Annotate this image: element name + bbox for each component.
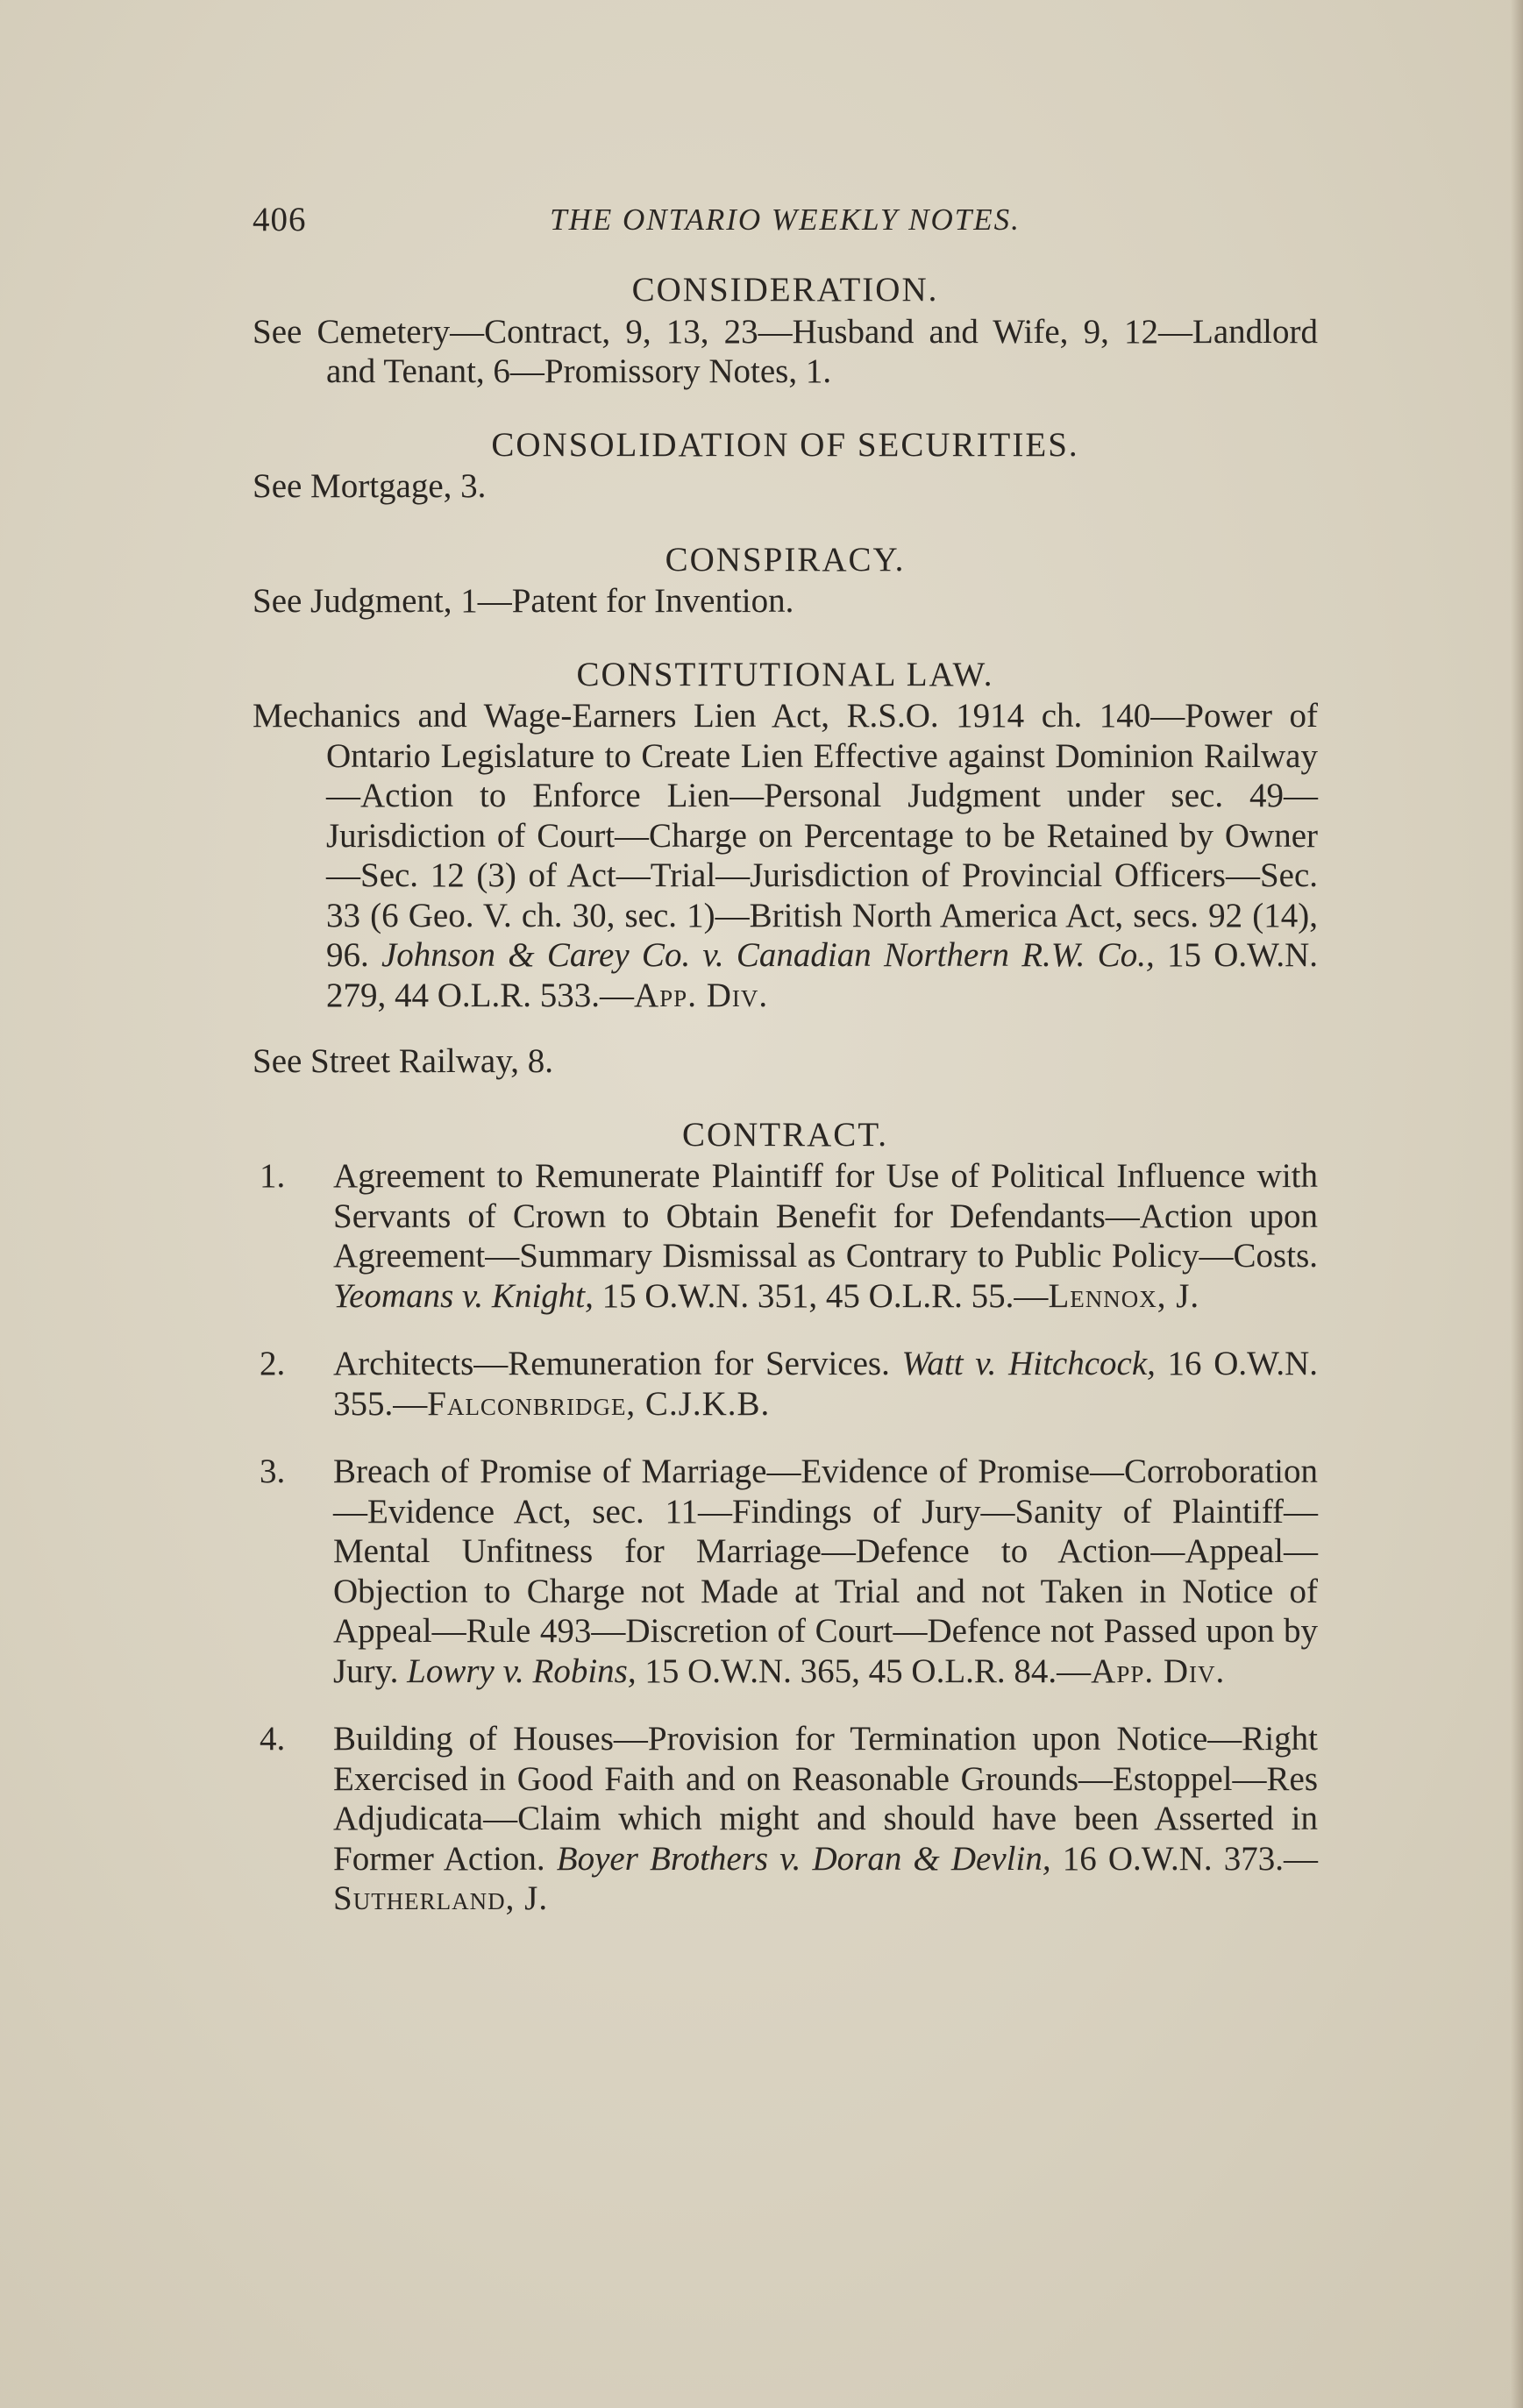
- section-constitutional-law: [253, 655, 1318, 1082]
- court: Sutherland, J.: [333, 1879, 549, 1917]
- court: Falconbridge, C.J.K.B.: [427, 1384, 771, 1423]
- text-block: [253, 200, 1318, 1952]
- numbered-entry: [253, 1344, 1318, 1424]
- entry-text: Mechanics and Wage-Earners Lien Act, R.S.O. 1914 ch. 140—Power of Ontario Legislature to Create Lien Effective against Dominion Railway—Action to Enforce Lien—Personal Judgment under sec. 49—Jurisdiction of Court—Charge on Percentage to be Retained by Owner—Sec. 12 (3) of Act—Trial—Jurisdiction of Provincial Officers—Sec. 33 (6 Geo. V. ch. 30, sec. 1)—British North America Act, secs. 92 (14), 96.: [253, 697, 1318, 974]
- entry-number: 1.: [260, 1157, 286, 1195]
- section-consolidation: [253, 425, 1318, 507]
- entry-number: 2.: [260, 1345, 286, 1382]
- section-heading: CONTRACT.: [681, 1115, 889, 1154]
- case-name: Johnson & Carey Co. v. Canadian Northern R.W. Co.,: [381, 936, 1155, 974]
- numbered-entry: [253, 1719, 1318, 1919]
- page-number: 406: [253, 201, 307, 238]
- section-heading: CONSOLIDATION OF SECURITIES.: [491, 425, 1079, 464]
- entry-text: Agreement to Remunerate Plaintiff for Use of Political Influence with Servants of Crown to Obtain Benefit for Defendants—Action upon Agreement—Summary Dismissal as Contrary to Public Policy—Costs.: [333, 1157, 1318, 1275]
- section-conspiracy: [253, 540, 1318, 622]
- entry-text: Architects—Remuneration for Services.: [333, 1345, 890, 1382]
- section-heading: CONSTITUTIONAL LAW.: [576, 655, 994, 693]
- citation: 15 O.W.N. 351, 45 O.L.R. 55.—: [601, 1276, 1049, 1315]
- see-reference: See Cemetery—Contract, 9, 13, 23—Husband and Wife, 9, 12—Landlord and Tenant, 6—Promissory Notes, 1.: [253, 312, 1318, 390]
- citation: 15 O.W.N. 279, 44 O.L.R. 533.—: [326, 936, 1319, 1014]
- citation: 16 O.W.N. 373.—: [1062, 1839, 1319, 1878]
- entry-text: Building of Houses—Provision for Termination upon Notice—Right Exercised in Good Faith and on Reasonable Grounds—Estoppel—Res Adjudicata—Claim which might and should have been Asserted in Former Action.: [333, 1720, 1318, 1878]
- see-reference: See Judgment, 1—Patent for Invention.: [253, 582, 794, 620]
- entry-text: Breach of Promise of Marriage—Evidence of Promise—Corroboration—Evidence Act, sec. 11—Findings of Jury—Sanity of Plaintiff—Mental Unfitness for Marriage—Defence to Action—Appeal—Objection to Charge not Made at Trial and not Taken in Notice of Appeal—Rule 493—Discretion of Court—Defence not Passed upon by Jury.: [333, 1453, 1318, 1690]
- court: Lennox, J.: [1048, 1276, 1200, 1315]
- entry-number: 4.: [260, 1720, 286, 1758]
- running-head: [253, 200, 1318, 238]
- case-name: Lowry v. Robins,: [407, 1652, 637, 1690]
- citation: 15 O.W.N. 365, 45 O.L.R. 84.—: [644, 1652, 1092, 1690]
- court: App. Div.: [1091, 1652, 1226, 1690]
- court: App. Div.: [634, 976, 769, 1014]
- case-name: Yeomans v. Knight,: [333, 1276, 594, 1315]
- section-consideration: [253, 270, 1318, 392]
- numbered-entry: [253, 1452, 1318, 1691]
- entry-number: 3.: [260, 1453, 286, 1490]
- case-name: Watt v. Hitchcock,: [901, 1345, 1156, 1382]
- see-reference: See Mortgage, 3.: [253, 467, 487, 505]
- journal-title: THE ONTARIO WEEKLY NOTES.: [550, 202, 1021, 237]
- section-heading: CONSPIRACY.: [665, 540, 906, 579]
- section-heading: CONSIDERATION.: [631, 271, 939, 309]
- digest-entry: [253, 696, 1318, 1015]
- citation: 16 O.W.N. 355.—: [333, 1345, 1319, 1423]
- see-reference: See Street Railway, 8.: [253, 1042, 553, 1080]
- case-name: Boyer Brothers v. Doran & Devlin,: [556, 1839, 1051, 1878]
- section-contract: [253, 1115, 1318, 1919]
- page-edge-shadow: [1511, 0, 1523, 2408]
- numbered-entry: [253, 1156, 1318, 1316]
